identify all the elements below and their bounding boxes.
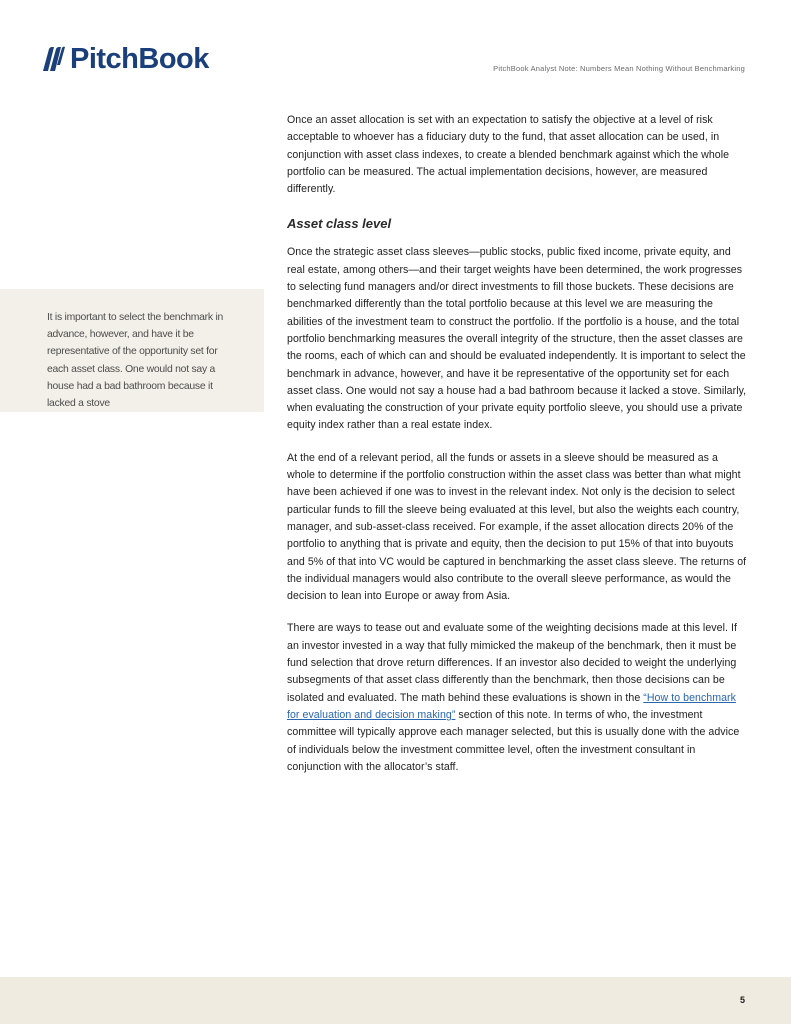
body-paragraph-2: At the end of a relevant period, all the funds or assets in a sleeve should be measured as a whole to determine if the portfolio construction within the asset class was better than what might have been achieved if one was to invest in the relevant index. Not only is the decision to select particular funds to fill the sleeve being evaluated at this level, but also the weights each country, manager, and sub-asset-class received. For example, if the asset allocation directs 20% of the portfolio to anything that is private and equity, then the decision to put 15% of that into buyouts and 5% of that into VC would be captured in benchmarking the asset class sleeve. The returns of the individual managers would also contribute to the overall sleeve performance, as would the decision to lean into Europe or away from Asia. xyxy=(287,451,747,603)
page-footer xyxy=(0,977,791,1024)
pull-quote-text: It is important to select the benchmark in advance, however, and have it be representative of the opportunity set for each asset class. One would not say a house had a bad bathroom because it lacked a stove xyxy=(47,312,224,410)
pitchbook-logo-icon xyxy=(40,45,66,73)
section-link[interactable]: “How to benchmark for evaluation and decision making” xyxy=(287,691,736,721)
body-paragraph-1: Once the strategic asset class sleeves—public stocks, public fixed income, private equity, and real estate, among others—and their target weights have been determined, the work progresses to selecting fund managers and/or direct investments to fill those buckets. These decisions are benchmarked differently than the total portfolio because at this level we are measuring the abilities of the investment team to construct the portfolio. If the portfolio is a house, and the total portfolio benchmarking measures the overall integrity of the structure, then the asset classes are the rooms, each of which can and should be evaluated independently. It is important to select the benchmark in advance, however, and have it be representative of the opportunity set for each asset class. One would not say a house had a bad bathroom because it lacked a stove. Similarly, when evaluating the construction of your private equity portfolio sleeve, you should use a private equity index rather than a real estate index. xyxy=(287,246,747,432)
body-paragraph-3 xyxy=(287,620,747,776)
section-heading: Asset class level xyxy=(287,216,392,232)
page-number: 5 xyxy=(739,995,745,1005)
paragraph-3-text-after-link: section of this note. In terms of who, the investment committee will typically approve each manager selected, but this is usually done with the advice of individuals below the investment committee level, often the investment consultant in conjunction with the allocator’s staff. xyxy=(287,708,740,773)
pitchbook-logo xyxy=(40,43,209,75)
header-note-title: PitchBook Analyst Note: Numbers Mean Nothing Without Benchmarking xyxy=(493,64,745,73)
main-content xyxy=(287,112,747,776)
pull-quote-box xyxy=(0,289,264,412)
intro-paragraph: Once an asset allocation is set with an expectation to satisfy the objective at a level of risk acceptable to whoever has a fiduciary duty to the fund, that asset allocation can be used, in conjunction with asset class indexes, to create a blended benchmark against which the whole portfolio can be measured. The actual implementation decisions, however, are measured differently. xyxy=(287,114,730,196)
logo-wordmark: PitchBook xyxy=(70,43,209,75)
paragraph-3-text-before-link: There are ways to tease out and evaluate some of the weighting decisions made at this level. If an investor invested in a way that fully mimicked the makeup of the benchmark, then it must be fund selection that drove return differences. If an investor also decided to weight the underlying subsegments of that asset class differently than the benchmark, then those decisions can be isolated and evaluated. The math behind these evaluations is shown in the xyxy=(287,622,737,704)
